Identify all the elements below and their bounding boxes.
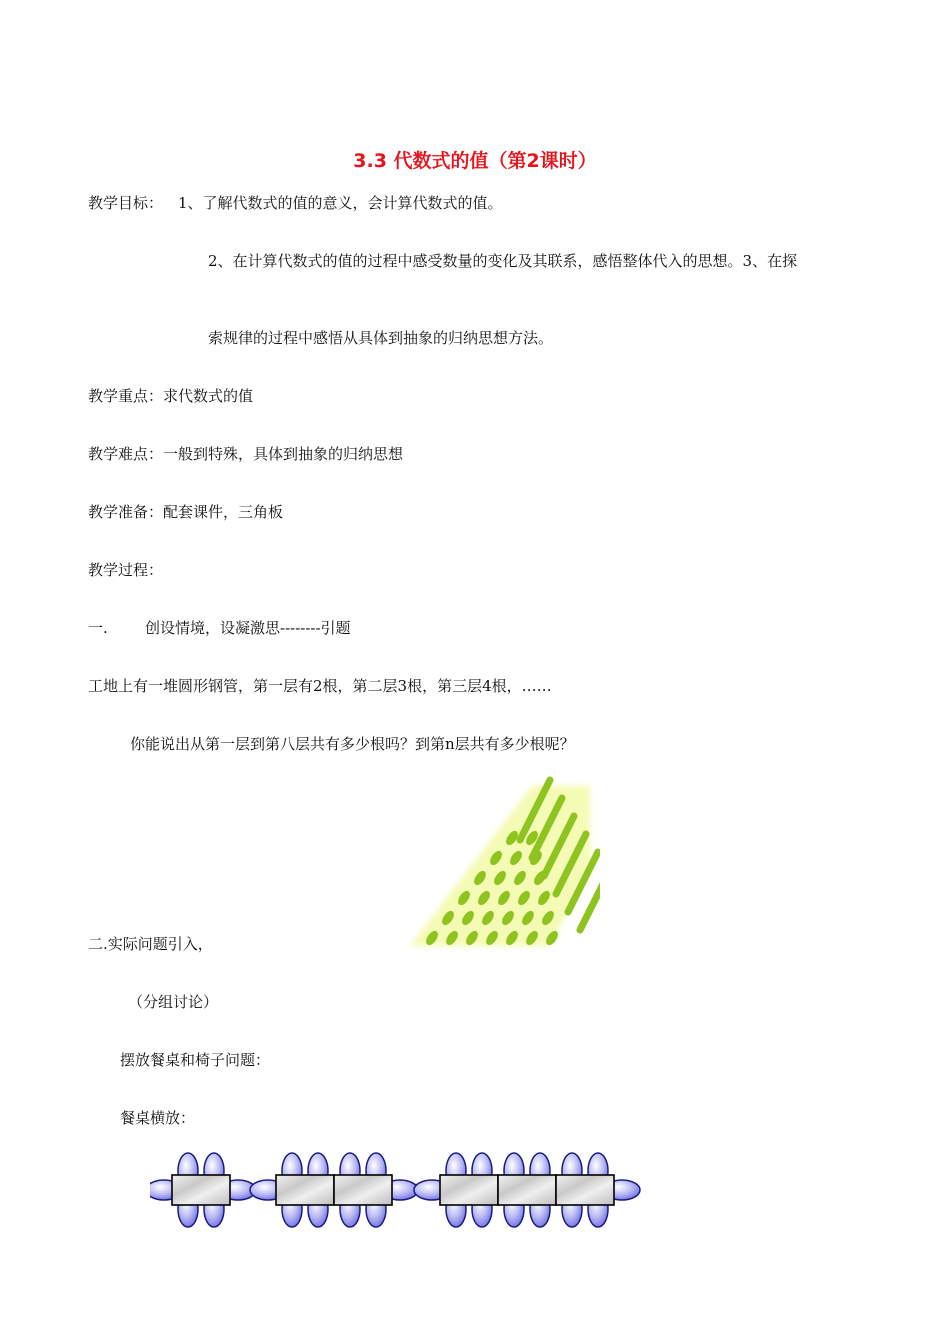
group-discussion: （分组讨论） bbox=[128, 993, 219, 1011]
table bbox=[172, 1175, 230, 1205]
pipes-stack-figure bbox=[400, 768, 600, 958]
objective-item-2: 2、在计算代数式的值的过程中感受数量的变化及其联系，感悟整体代入的思想。3、在探 bbox=[208, 252, 798, 270]
tables-chairs-figure bbox=[150, 1145, 650, 1235]
tables-chairs-problem: 摆放餐桌和椅子问题： bbox=[120, 1051, 271, 1069]
table bbox=[440, 1175, 498, 1205]
table bbox=[556, 1175, 614, 1205]
pipes-question-text: 你能说出从第一层到第八层共有多少根吗？到第n层共有多少根呢？ bbox=[130, 735, 575, 753]
table bbox=[334, 1175, 392, 1205]
objectives-label: 教学目标： bbox=[88, 194, 164, 212]
section-1-number: 一. bbox=[88, 619, 108, 637]
page-title: 3.3 代数式的值（第2课时） bbox=[353, 150, 597, 172]
pipes-problem-text: 工地上有一堆圆形钢管，第一层有2根，第二层3根，第三层4根，…… bbox=[88, 677, 552, 695]
table bbox=[276, 1175, 334, 1205]
objective-item-2-continued: 索规律的过程中感悟从具体到抽象的归纳思想方法。 bbox=[208, 329, 554, 347]
section-1-heading: 创设情境，设凝激思--------引题 bbox=[145, 619, 351, 637]
difficulty: 教学难点：一般到特殊，具体到抽象的归纳思想 bbox=[88, 445, 404, 463]
preparation: 教学准备：配套课件，三角板 bbox=[88, 503, 284, 521]
section-2-heading: 二.实际问题引入， bbox=[88, 935, 213, 953]
process-label: 教学过程： bbox=[88, 561, 164, 579]
key-point: 教学重点：求代数式的值 bbox=[88, 387, 254, 405]
table bbox=[498, 1175, 556, 1205]
table-horizontal-label: 餐桌横放： bbox=[120, 1109, 196, 1127]
pipes-glow bbox=[410, 786, 590, 946]
objective-item-1: 1、了解代数式的值的意义，会计算代数式的值。 bbox=[178, 194, 503, 212]
